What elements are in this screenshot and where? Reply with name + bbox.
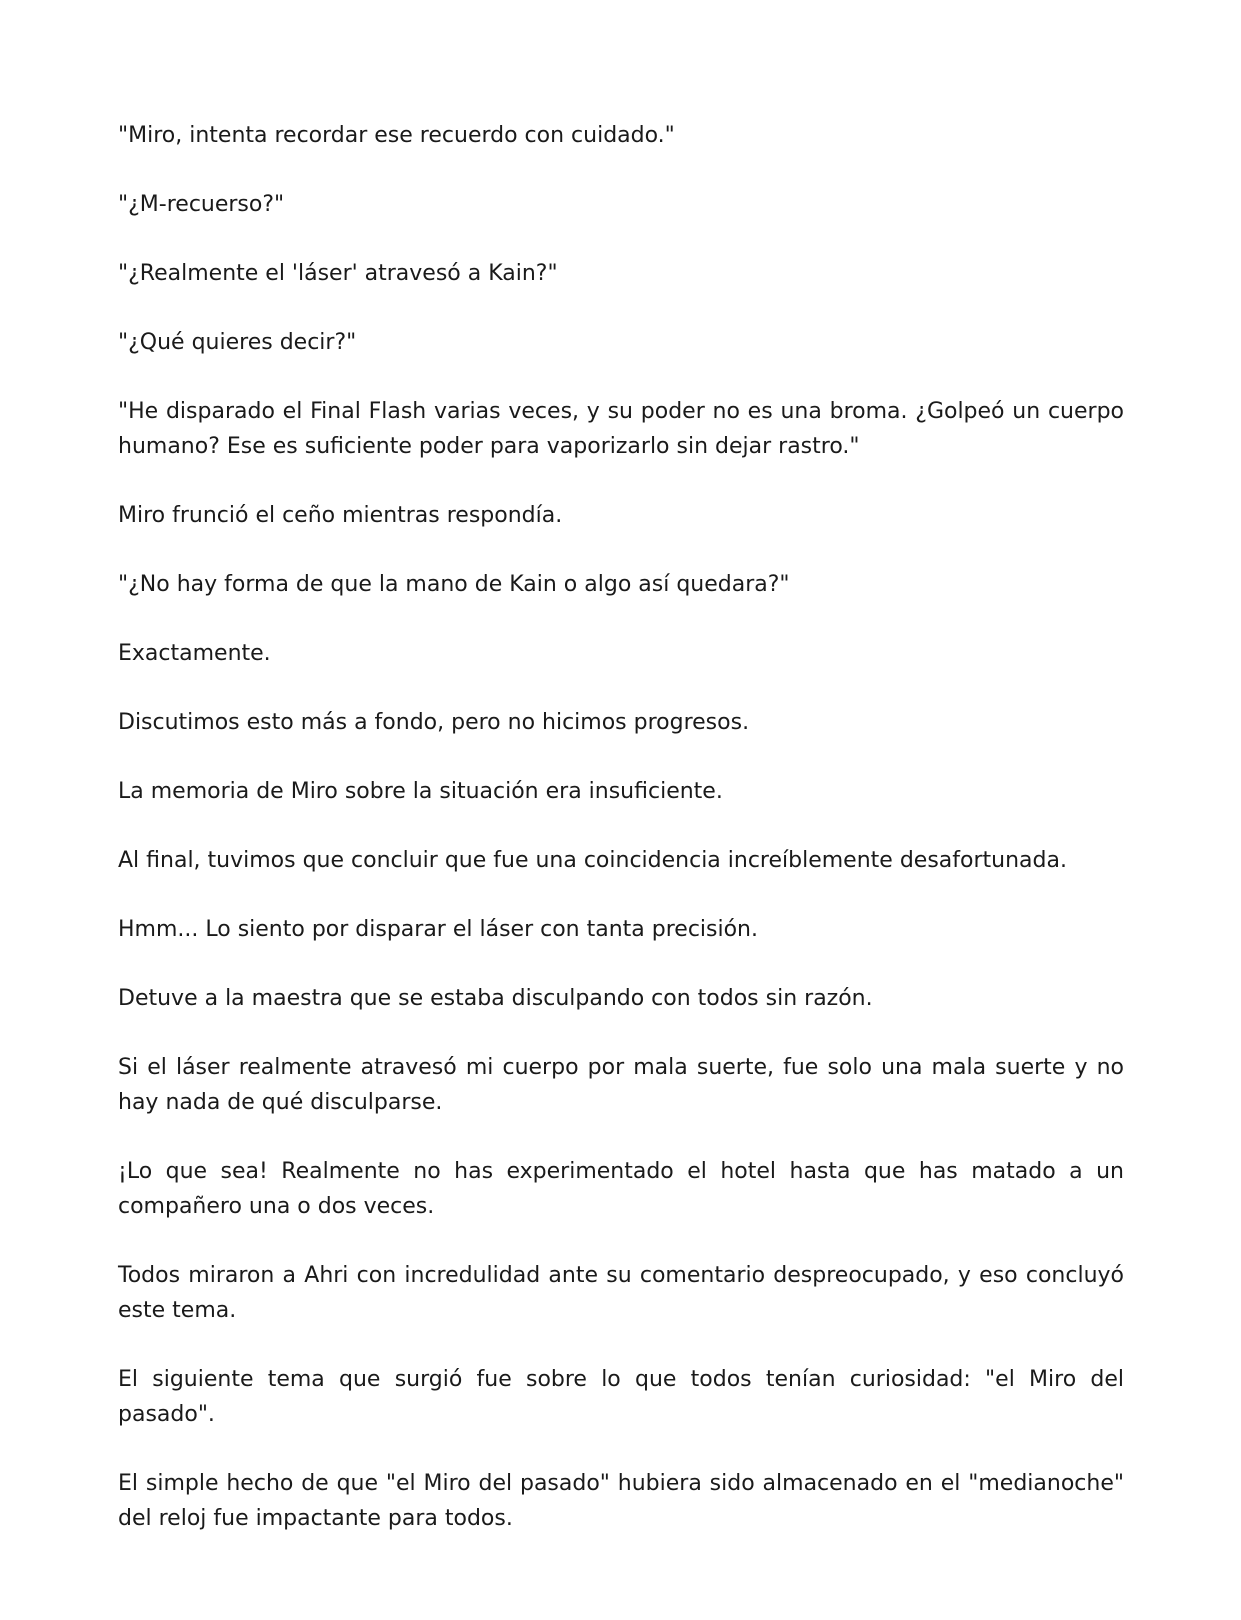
paragraph: ¡Lo que sea! Realmente no has experimentado el hotel hasta que has matado a un compañero una o dos veces.: [118, 1159, 1124, 1219]
paragraph: Exactamente.: [118, 641, 271, 666]
paragraph: "¿Realmente el 'láser' atravesó a Kain?": [118, 261, 558, 286]
paragraph: La memoria de Miro sobre la situación era insuficiente.: [118, 779, 723, 804]
paragraph: "He disparado el Final Flash varias veces, y su poder no es una broma. ¿Golpeó un cuerpo humano? Ese es suficiente poder para vaporizarlo sin dejar rastro.": [118, 399, 1124, 459]
paragraph: Miro frunció el ceño mientras respondía.: [118, 503, 563, 528]
paragraph: Discutimos esto más a fondo, pero no hicimos progresos.: [118, 710, 750, 735]
paragraph: Si el láser realmente atravesó mi cuerpo por mala suerte, fue solo una mala suerte y no hay nada de qué disculparse.: [118, 1055, 1124, 1115]
body-text: [118, 118, 1124, 1570]
paragraph: Hmm... Lo siento por disparar el láser con tanta precisión.: [118, 917, 758, 942]
paragraph: El simple hecho de que "el Miro del pasado" hubiera sido almacenado en el "medianoche" del reloj fue impactante para todos.: [118, 1471, 1124, 1531]
paragraph: Detuve a la maestra que se estaba disculpando con todos sin razón.: [118, 986, 873, 1011]
paragraph: "¿Qué quieres decir?": [118, 330, 357, 355]
paragraph: "¿No hay forma de que la mano de Kain o algo así quedara?": [118, 572, 790, 597]
paragraph: "Miro, intenta recordar ese recuerdo con cuidado.": [118, 123, 675, 148]
paragraph: "¿M-recuerso?": [118, 192, 285, 217]
paragraph: Al final, tuvimos que concluir que fue una coincidencia increíblemente desafortunada.: [118, 848, 1067, 873]
paragraph: El siguiente tema que surgió fue sobre lo que todos tenían curiosidad: "el Miro del pasado".: [118, 1367, 1124, 1427]
paragraph: Todos miraron a Ahri con incredulidad ante su comentario despreocupado, y eso concluyó este tema.: [118, 1263, 1124, 1323]
